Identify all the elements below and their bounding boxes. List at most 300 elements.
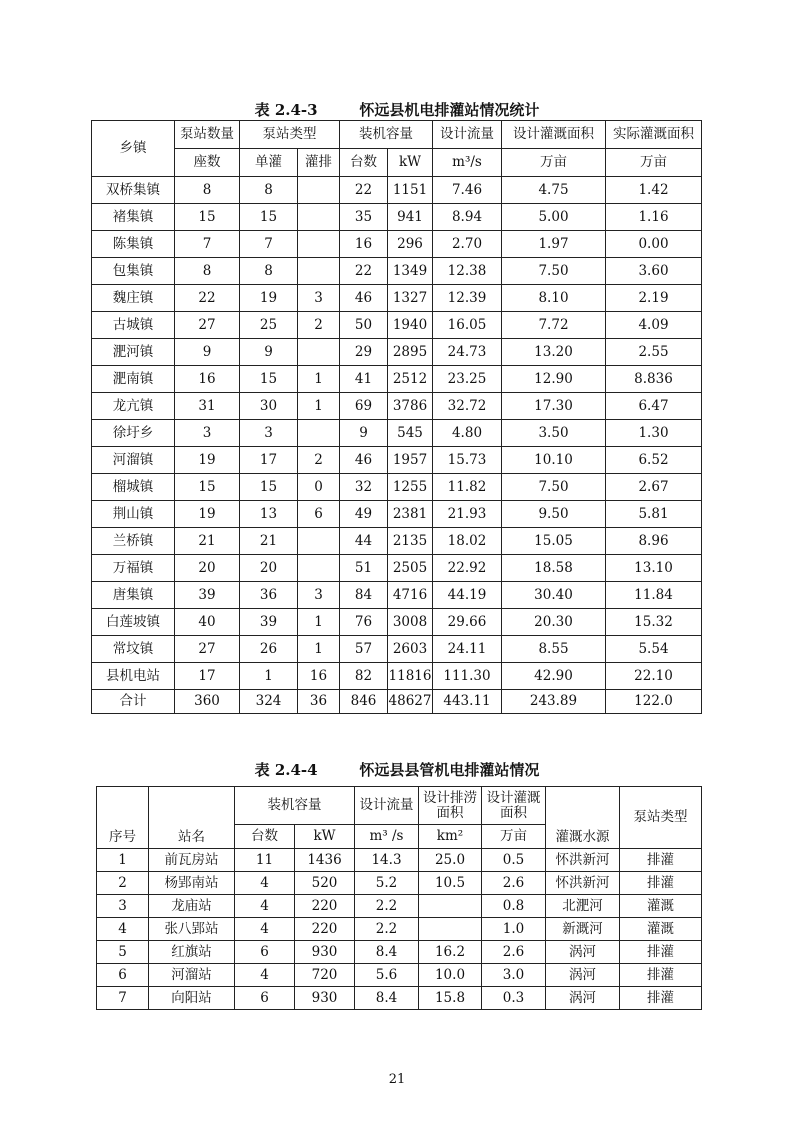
table-row-cell: 46 (340, 285, 388, 312)
table-row (92, 285, 702, 312)
table-row-cell: 6.52 (606, 447, 702, 474)
table-row-cell: 前瓦房站 (149, 849, 235, 872)
header-township: 乡镇 (92, 121, 175, 177)
table2-caption: 表 2.4-4 怀远县县管机电排灌站情况 (254, 761, 540, 779)
table-row-cell: 2603 (388, 636, 433, 663)
table-row-cell: 1.42 (606, 177, 702, 204)
table-row-cell: 25.0 (419, 849, 482, 872)
table-row-cell: 4.09 (606, 312, 702, 339)
table-row-cell: 13 (240, 501, 298, 528)
header-capacity: 装机容量 (340, 121, 433, 149)
table-row-cell: 2505 (388, 555, 433, 582)
table-row-cell: 15 (240, 366, 298, 393)
table-row-cell: 15 (240, 204, 298, 231)
subheader-cell: kW (295, 825, 355, 849)
table-row-cell: 32.72 (433, 393, 502, 420)
table-row-cell: 排灌 (620, 872, 702, 895)
table-row-cell: 16 (340, 231, 388, 258)
table-row (92, 447, 702, 474)
table-row-cell: 48627 (388, 690, 433, 714)
table-row-cell: 84 (340, 582, 388, 609)
table-row-cell: 15.73 (433, 447, 502, 474)
table-row-cell: 46 (340, 447, 388, 474)
subheader-cell: km² (419, 825, 482, 849)
table-row-cell: 排灌 (620, 849, 702, 872)
table-row-cell: 1 (240, 663, 298, 690)
table-row (97, 918, 702, 941)
table-row (97, 941, 702, 964)
table-row-cell (419, 895, 482, 918)
table-row-cell: 8 (240, 258, 298, 285)
table-row-cell: 白莲坡镇 (92, 609, 175, 636)
table-row-cell: 44.19 (433, 582, 502, 609)
table-row (97, 964, 702, 987)
table-row-cell: 3786 (388, 393, 433, 420)
table-row (92, 582, 702, 609)
table-row-cell: 2381 (388, 501, 433, 528)
table-row-cell (298, 258, 340, 285)
subheader-cell: 万亩 (502, 149, 606, 177)
table-row-cell: 涡河 (546, 987, 620, 1010)
table-row-cell: 2 (298, 312, 340, 339)
table-row-cell: 26 (240, 636, 298, 663)
table-row-cell: 18.02 (433, 528, 502, 555)
table-row-cell: 39 (240, 609, 298, 636)
table-row-cell: 22 (340, 177, 388, 204)
table-row-cell: 涡河 (546, 941, 620, 964)
table-row-cell: 7 (175, 231, 240, 258)
table-row-cell: 1.16 (606, 204, 702, 231)
table-row-cell: 82 (340, 663, 388, 690)
table-row-cell: 龙亢镇 (92, 393, 175, 420)
table-row-cell: 8.55 (502, 636, 606, 663)
table-row-cell: 9.50 (502, 501, 606, 528)
header-capacity: 装机容量 (235, 787, 355, 825)
table-row-cell: 41 (340, 366, 388, 393)
table-row (92, 258, 702, 285)
table-row-cell: 930 (295, 987, 355, 1010)
table-row-cell: 57 (340, 636, 388, 663)
table-row-cell: 16.2 (419, 941, 482, 964)
table-row-cell: 69 (340, 393, 388, 420)
table-row (92, 420, 702, 447)
table-row-cell: 5.54 (606, 636, 702, 663)
table-row-cell: 7.50 (502, 474, 606, 501)
table-row-cell: 涡河 (546, 964, 620, 987)
table-row-cell (298, 204, 340, 231)
table-row-cell: 122.0 (606, 690, 702, 714)
table-row-cell: 25 (240, 312, 298, 339)
table-row-cell: 荆山镇 (92, 501, 175, 528)
table-row-cell: 0.3 (482, 987, 546, 1010)
table-row-cell: 1940 (388, 312, 433, 339)
table-row-cell: 1.0 (482, 918, 546, 941)
subheader-cell: 座数 (175, 149, 240, 177)
table-row-cell: 常坟镇 (92, 636, 175, 663)
table-row-cell: 8.96 (606, 528, 702, 555)
table-row-cell: 9 (240, 339, 298, 366)
table-row-cell: 520 (295, 872, 355, 895)
table-row-cell: 9 (175, 339, 240, 366)
table-row-cell: 15.32 (606, 609, 702, 636)
table-row-cell: 灌溉 (620, 918, 702, 941)
table-row-cell: 5.6 (355, 964, 419, 987)
table-row (97, 849, 702, 872)
table-row-cell (419, 918, 482, 941)
table-row-cell: 6 (298, 501, 340, 528)
table-row-cell: 15 (175, 204, 240, 231)
table-row-cell: 张八郢站 (149, 918, 235, 941)
table-row (92, 636, 702, 663)
table-row-cell: 兰桥镇 (92, 528, 175, 555)
table-row-cell: 8.94 (433, 204, 502, 231)
table-row-cell: 13.20 (502, 339, 606, 366)
table-row-cell: 14.3 (355, 849, 419, 872)
table-row-cell: 16 (298, 663, 340, 690)
county-pump-station-table (96, 786, 702, 1010)
table-row-cell: 淝南镇 (92, 366, 175, 393)
header-design-area: 设计灌溉面积 (502, 121, 606, 149)
table-row-cell: 杨郢南站 (149, 872, 235, 895)
table1-caption: 表 2.4-3 怀远县机电排灌站情况统计 (254, 101, 540, 119)
table-row-cell: 76 (340, 609, 388, 636)
table-row-cell: 0.00 (606, 231, 702, 258)
table-row-cell: 8 (175, 177, 240, 204)
table-row-cell: 魏庄镇 (92, 285, 175, 312)
table-row-cell: 22.10 (606, 663, 702, 690)
table-row-cell: 15.8 (419, 987, 482, 1010)
table-row-cell: 4.75 (502, 177, 606, 204)
subheader-cell: 单灌 (240, 149, 298, 177)
table-row-cell: 22.92 (433, 555, 502, 582)
table-row-cell: 42.90 (502, 663, 606, 690)
table-row-cell: 排灌 (620, 987, 702, 1010)
table-row (92, 177, 702, 204)
header-pump-type: 泵站类型 (240, 121, 340, 149)
table-row-cell: 7.46 (433, 177, 502, 204)
table-row-cell: 徐圩乡 (92, 420, 175, 447)
table-row-cell: 23.25 (433, 366, 502, 393)
header-actual-area: 实际灌溉面积 (606, 121, 702, 149)
table-row-cell: 17.30 (502, 393, 606, 420)
table-row-cell: 1255 (388, 474, 433, 501)
table-row-cell: 1.30 (606, 420, 702, 447)
table-row-cell: 0.8 (482, 895, 546, 918)
table-row-cell: 6 (97, 964, 149, 987)
table-row-cell: 8.836 (606, 366, 702, 393)
table-row (92, 528, 702, 555)
table-row-cell: 5 (97, 941, 149, 964)
table-row-cell: 3008 (388, 609, 433, 636)
table-row-cell: 2895 (388, 339, 433, 366)
table-row-cell: 古城镇 (92, 312, 175, 339)
table-row-cell: 合计 (92, 690, 175, 714)
table-row-cell: 1 (298, 393, 340, 420)
table-row-cell: 北淝河 (546, 895, 620, 918)
table-row-cell: 8.4 (355, 987, 419, 1010)
header-irrigation-area: 设计灌溉面积 (482, 787, 546, 825)
table-row-cell: 6 (235, 941, 295, 964)
table-row-cell: 双桥集镇 (92, 177, 175, 204)
table-row-cell: 29.66 (433, 609, 502, 636)
table-row-cell: 3 (298, 582, 340, 609)
table-row-cell: 2 (97, 872, 149, 895)
table-row-cell: 545 (388, 420, 433, 447)
table-row (92, 555, 702, 582)
table-row-cell: 2.67 (606, 474, 702, 501)
table-row (92, 501, 702, 528)
table-row-cell: 10.10 (502, 447, 606, 474)
table-row-cell (298, 231, 340, 258)
table-row-cell: 0 (298, 474, 340, 501)
table-row-cell: 4.80 (433, 420, 502, 447)
table-row (92, 204, 702, 231)
table-row-cell: 怀洪新河 (546, 849, 620, 872)
table-row-cell: 16 (175, 366, 240, 393)
table-row-cell (298, 420, 340, 447)
table-row-cell: 10.5 (419, 872, 482, 895)
table-row-cell: 16.05 (433, 312, 502, 339)
table-row-cell: 唐集镇 (92, 582, 175, 609)
table-row (92, 312, 702, 339)
header-water-source: 灌溉水源 (546, 787, 620, 849)
table-row-cell: 18.58 (502, 555, 606, 582)
table-row-cell: 3.50 (502, 420, 606, 447)
table-row-cell: 1 (298, 366, 340, 393)
table-row-cell: 4 (235, 895, 295, 918)
table-row-cell: 万福镇 (92, 555, 175, 582)
table-row-cell: 21 (175, 528, 240, 555)
header-pump-type: 泵站类型 (620, 787, 702, 849)
table-row-cell: 22 (340, 258, 388, 285)
table-row-cell: 5.2 (355, 872, 419, 895)
table-row-cell: 3 (298, 285, 340, 312)
table-row-cell: 2.2 (355, 895, 419, 918)
table-row-cell: 27 (175, 636, 240, 663)
table-row-cell: 11816 (388, 663, 433, 690)
header-pump-count: 泵站数量 (175, 121, 240, 149)
page-number: 21 (388, 1072, 406, 1087)
table-row-cell: 红旗站 (149, 941, 235, 964)
table-row-cell: 1349 (388, 258, 433, 285)
table-row-cell: 39 (175, 582, 240, 609)
table-row (97, 987, 702, 1010)
table-row-cell: 2.55 (606, 339, 702, 366)
table-row-cell: 2.6 (482, 872, 546, 895)
table-row-cell: 4 (235, 872, 295, 895)
table-row-cell: 4 (235, 918, 295, 941)
table-row-cell: 941 (388, 204, 433, 231)
table-row-cell: 3 (175, 420, 240, 447)
table-row-cell (298, 339, 340, 366)
table-row-cell: 29 (340, 339, 388, 366)
table-row-cell: 3.0 (482, 964, 546, 987)
table-row-cell: 排灌 (620, 941, 702, 964)
table-row-cell: 20.30 (502, 609, 606, 636)
table-row-cell: 35 (340, 204, 388, 231)
table-row-cell: 930 (295, 941, 355, 964)
table-row-cell (298, 177, 340, 204)
table-row-cell: 17 (240, 447, 298, 474)
table-row-cell: 22 (175, 285, 240, 312)
table-row-cell: 21.93 (433, 501, 502, 528)
table-row-cell: 17 (175, 663, 240, 690)
table-row-cell: 19 (175, 501, 240, 528)
table-row-cell (298, 528, 340, 555)
subheader-cell: m³/s (433, 149, 502, 177)
table-row-cell: 2.2 (355, 918, 419, 941)
table-row-cell: 27 (175, 312, 240, 339)
table-row (97, 895, 702, 918)
table-row-cell: 31 (175, 393, 240, 420)
subheader-cell: 台数 (235, 825, 295, 849)
table-row-cell: 1 (298, 609, 340, 636)
table-row-cell: 12.38 (433, 258, 502, 285)
table-row-cell: 包集镇 (92, 258, 175, 285)
table-row-cell: 2.6 (482, 941, 546, 964)
table-row-cell: 720 (295, 964, 355, 987)
table-row-cell: 9 (340, 420, 388, 447)
table-row-cell: 11 (235, 849, 295, 872)
table-row-cell: 11.84 (606, 582, 702, 609)
table-row (92, 663, 702, 690)
table-row (92, 609, 702, 636)
table-row-cell: 846 (340, 690, 388, 714)
table-row-cell: 3.60 (606, 258, 702, 285)
table-row-cell: 7 (240, 231, 298, 258)
table-row-cell: 15 (240, 474, 298, 501)
table-row-cell: 陈集镇 (92, 231, 175, 258)
table-row-cell: 443.11 (433, 690, 502, 714)
table-row-cell: 2512 (388, 366, 433, 393)
table-row-cell: 1327 (388, 285, 433, 312)
table-row-cell: 0.5 (482, 849, 546, 872)
table-row-cell: 50 (340, 312, 388, 339)
township-pump-station-table (91, 120, 702, 714)
table-row-cell: 360 (175, 690, 240, 714)
table-row-cell: 县机电站 (92, 663, 175, 690)
table-row-cell: 24.73 (433, 339, 502, 366)
table-row-cell: 灌溉 (620, 895, 702, 918)
header-station: 站名 (149, 787, 235, 849)
table-row-cell: 褚集镇 (92, 204, 175, 231)
table-row-cell: 龙庙站 (149, 895, 235, 918)
table-row-cell: 15 (175, 474, 240, 501)
table-row-cell: 河溜站 (149, 964, 235, 987)
table-row-cell: 10.0 (419, 964, 482, 987)
table-row-cell: 排灌 (620, 964, 702, 987)
table-row-cell: 220 (295, 895, 355, 918)
table-row-cell: 6 (235, 987, 295, 1010)
subheader-cell: 万亩 (482, 825, 546, 849)
header-index: 序号 (97, 787, 149, 849)
table-row-cell: 2135 (388, 528, 433, 555)
subheader-cell: 台数 (340, 149, 388, 177)
header-design-flow: 设计流量 (355, 787, 419, 825)
subheader-cell: kW (388, 149, 433, 177)
table-row-cell: 5.00 (502, 204, 606, 231)
table-row-cell: 12.90 (502, 366, 606, 393)
table-row-cell: 8.4 (355, 941, 419, 964)
table-row-cell: 36 (298, 690, 340, 714)
table-row-cell: 4716 (388, 582, 433, 609)
table-row-cell: 32 (340, 474, 388, 501)
table-row-cell: 20 (175, 555, 240, 582)
table-row-cell: 30 (240, 393, 298, 420)
table-row-cell: 8 (175, 258, 240, 285)
table-row-cell: 4 (97, 918, 149, 941)
table-row-cell: 3 (97, 895, 149, 918)
table-row (97, 872, 702, 895)
table-row-cell: 4 (235, 964, 295, 987)
subheader-cell: m³ /s (355, 825, 419, 849)
table-row-cell: 7.72 (502, 312, 606, 339)
table-row-cell: 1436 (295, 849, 355, 872)
table-row-cell: 324 (240, 690, 298, 714)
table-row-cell: 12.39 (433, 285, 502, 312)
table-row-cell: 21 (240, 528, 298, 555)
table-row-cell: 8 (240, 177, 298, 204)
table-row-cell: 新溉河 (546, 918, 620, 941)
table-row (92, 474, 702, 501)
table-row-cell: 7.50 (502, 258, 606, 285)
table-row-cell: 1 (298, 636, 340, 663)
table-row-cell: 怀洪新河 (546, 872, 620, 895)
table-row-cell: 220 (295, 918, 355, 941)
table-row-cell: 111.30 (433, 663, 502, 690)
table-row (92, 231, 702, 258)
table-row-cell: 1151 (388, 177, 433, 204)
subheader-cell: 万亩 (606, 149, 702, 177)
table-row-cell: 11.82 (433, 474, 502, 501)
table-row-cell: 7 (97, 987, 149, 1010)
table-row-cell: 向阳站 (149, 987, 235, 1010)
table-row-cell: 1957 (388, 447, 433, 474)
table-row-cell: 36 (240, 582, 298, 609)
table-row-cell: 河溜镇 (92, 447, 175, 474)
table-row-cell: 5.81 (606, 501, 702, 528)
table-row-cell: 1 (97, 849, 149, 872)
table-row (92, 366, 702, 393)
table-row-cell: 51 (340, 555, 388, 582)
table-row-cell: 2.70 (433, 231, 502, 258)
table-row-cell: 2 (298, 447, 340, 474)
header-design-flow: 设计流量 (433, 121, 502, 149)
header-drain-area: 设计排涝面积 (419, 787, 482, 825)
table-row-cell: 19 (240, 285, 298, 312)
table-row-cell: 49 (340, 501, 388, 528)
table-row-cell: 淝河镇 (92, 339, 175, 366)
total-row (92, 690, 702, 714)
table-row-cell: 3 (240, 420, 298, 447)
table-row-cell: 44 (340, 528, 388, 555)
table-row-cell: 24.11 (433, 636, 502, 663)
table-row-cell: 榴城镇 (92, 474, 175, 501)
table-row-cell: 243.89 (502, 690, 606, 714)
table-row (92, 339, 702, 366)
table-row-cell: 2.19 (606, 285, 702, 312)
table-row (92, 393, 702, 420)
table-row-cell (298, 555, 340, 582)
table-row-cell: 15.05 (502, 528, 606, 555)
table-row-cell: 1.97 (502, 231, 606, 258)
table-row-cell: 13.10 (606, 555, 702, 582)
table-row-cell: 19 (175, 447, 240, 474)
table-row-cell: 20 (240, 555, 298, 582)
table-row-cell: 8.10 (502, 285, 606, 312)
table-row-cell: 30.40 (502, 582, 606, 609)
table-row-cell: 296 (388, 231, 433, 258)
